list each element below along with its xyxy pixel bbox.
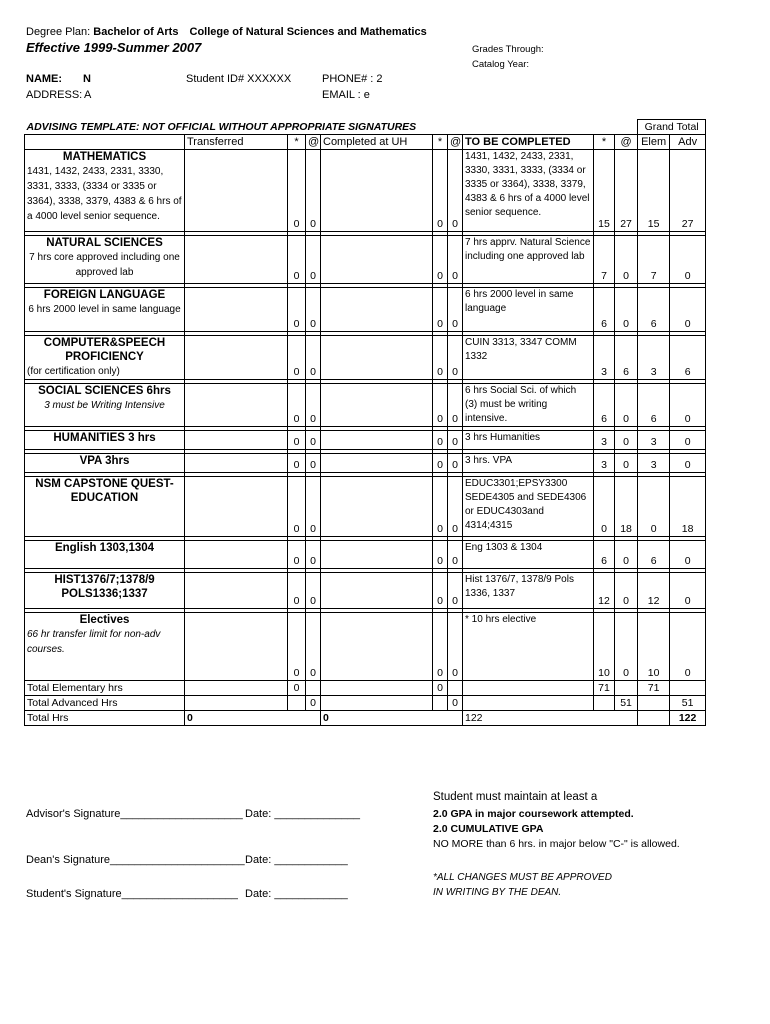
to-be-completed-desc: * 10 hrs elective: [463, 613, 594, 681]
requirement-row: [25, 384, 706, 427]
completed-at: 0: [448, 384, 463, 427]
requirement-category: [25, 336, 185, 380]
grand-adv: 6: [670, 336, 706, 380]
category-description: 6 hrs 2000 level in same language: [28, 304, 181, 315]
requirement-category: [25, 477, 185, 537]
requirement-row: [25, 573, 706, 609]
category-description: 3 must be Writing Intensive: [44, 400, 165, 411]
dean-signature: Dean's Signature______________________: [26, 854, 245, 866]
category-title: English 1303,1304: [54, 542, 155, 554]
grand-adv: 27: [670, 150, 706, 232]
transferred-star: 0: [288, 288, 306, 332]
tbc-star: 10: [594, 613, 615, 681]
to-be-completed-desc: Eng 1303 & 1304: [463, 541, 594, 569]
category-title: VPA 3hrs: [79, 455, 130, 467]
total-hrs-transferred: 0: [185, 711, 321, 726]
total-advanced-row: [25, 696, 706, 711]
catalog-year-label: Catalog Year:: [472, 59, 530, 70]
completed-star: 0: [433, 236, 448, 284]
tbc-at: 0: [615, 384, 638, 427]
to-be-completed-desc: EDUC3301;EPSY3300 SEDE4305 and SEDE4306 or EDUC4303and 4314;4315: [463, 477, 594, 537]
col-at: @: [448, 135, 463, 150]
to-be-completed-desc: Hist 1376/7, 1378/9 Pols 1336, 1337: [463, 573, 594, 609]
requirement-row: [25, 236, 706, 284]
grand-adv: 18: [670, 477, 706, 537]
category-title: HIST1376/7;1378/9 POLS1336;1337: [54, 574, 155, 600]
col-to-be-completed: TO BE COMPLETED: [463, 135, 594, 150]
col-star: *: [594, 135, 615, 150]
student-date: Date: ____________: [245, 888, 348, 900]
grand-elem: 10: [638, 613, 670, 681]
transferred-at: 0: [306, 431, 321, 450]
advising-table: [24, 119, 706, 726]
transferred-at: 0: [306, 477, 321, 537]
grades-through-label: Grades Through:: [472, 44, 544, 55]
tbc-at: 27: [615, 150, 638, 232]
requirement-row: [25, 150, 706, 232]
completed-star: 0: [433, 613, 448, 681]
category-title: Electives: [79, 614, 130, 626]
requirement-category: [25, 288, 185, 332]
email: EMAIL : e: [322, 89, 370, 101]
completed-at: 0: [448, 236, 463, 284]
grand-adv: 0: [670, 541, 706, 569]
tbc-at: 0: [615, 541, 638, 569]
transferred-at: 0: [306, 384, 321, 427]
total-elem-grand: 71: [638, 681, 670, 696]
address-value: A: [84, 89, 92, 101]
category-title: HUMANITIES 3 hrs: [53, 432, 156, 444]
total-hrs-label: Total Hrs: [25, 711, 185, 726]
gpa-cumulative-note: 2.0 CUMULATIVE GPA: [433, 823, 544, 835]
category-description: (for certification only): [27, 366, 120, 377]
completed-at: 0: [448, 477, 463, 537]
college-name: College of Natural Sciences and Mathematics: [189, 26, 427, 38]
transferred-at: 0: [306, 454, 321, 473]
requirement-category: [25, 541, 185, 569]
tbc-at: 6: [615, 336, 638, 380]
tbc-at: 0: [615, 236, 638, 284]
tbc-at: 0: [615, 573, 638, 609]
completed-at: 0: [448, 336, 463, 380]
requirement-row: [25, 336, 706, 380]
to-be-completed-desc: 1431, 1432, 2433, 2331, 3330, 3331, 3333, (3334 or 3335 or 3364), 3338, 3379, 4383 & 6 hrs of a 4000 level senior sequence.: [463, 150, 594, 232]
phone: PHONE# : 2: [322, 73, 383, 85]
table-title: ADVISING TEMPLATE: NOT OFFICIAL WITHOUT APPROPRIATE SIGNATURES: [25, 120, 638, 135]
requirement-row: [25, 613, 706, 681]
category-title: FOREIGN LANGUAGE: [43, 289, 166, 301]
tbc-at: 0: [615, 454, 638, 473]
advisor-date: Date: ______________: [245, 808, 360, 820]
completed-star: 0: [433, 541, 448, 569]
tbc-at: 0: [615, 613, 638, 681]
requirement-row: [25, 541, 706, 569]
completed-at: 0: [448, 454, 463, 473]
category-title: SOCIAL SCIENCES 6hrs: [38, 385, 171, 397]
transferred-at: 0: [306, 541, 321, 569]
category-description: 66 hr transfer limit for non-adv courses.: [27, 629, 161, 655]
category-description: 1431, 1432, 2433, 2331, 3330, 3331, 3333, (3334 or 3335 or 3364), 3338, 3379, 4383 & 6 hrs of a 4000 level senior sequence.: [27, 166, 182, 222]
total-hrs-completed: 0: [321, 711, 463, 726]
total-adv-transferred: 0: [306, 696, 321, 711]
transferred-star: 0: [288, 150, 306, 232]
requirement-row: [25, 454, 706, 473]
grand-adv: 0: [670, 454, 706, 473]
col-star: *: [433, 135, 448, 150]
transferred-star: 0: [288, 573, 306, 609]
transferred-at: 0: [306, 288, 321, 332]
transferred-at: 0: [306, 336, 321, 380]
requirement-row: [25, 431, 706, 450]
tbc-at: 0: [615, 431, 638, 450]
to-be-completed-desc: 3 hrs. VPA: [463, 454, 594, 473]
grand-total-header: Grand Total: [638, 120, 706, 135]
no-more-note: NO MORE than 6 hrs. in major below "C-" is allowed.: [433, 838, 680, 850]
col-at: @: [615, 135, 638, 150]
completed-star: 0: [433, 288, 448, 332]
table-title-row: [25, 120, 706, 135]
total-adv-label: Total Advanced Hrs: [25, 696, 185, 711]
grand-elem: 3: [638, 336, 670, 380]
advisor-signature: Advisor's Signature____________________: [26, 808, 243, 820]
total-elem-tbc: 71: [594, 681, 615, 696]
total-adv-tbc: 51: [615, 696, 638, 711]
requirement-category: [25, 613, 185, 681]
transferred-at: 0: [306, 236, 321, 284]
address-label: ADDRESS:: [26, 89, 83, 101]
tbc-star: 3: [594, 431, 615, 450]
transferred-star: 0: [288, 431, 306, 450]
gpa-major-note: 2.0 GPA in major coursework attempted.: [433, 808, 634, 820]
col-transferred: Transferred: [185, 135, 288, 150]
col-star: *: [288, 135, 306, 150]
tbc-star: 0: [594, 477, 615, 537]
tbc-star: 7: [594, 236, 615, 284]
effective-dates: Effective 1999-Summer 2007: [26, 40, 202, 55]
maintain-note: Student must maintain at least a: [433, 791, 598, 803]
column-header-row: [25, 135, 706, 150]
requirement-category: [25, 573, 185, 609]
completed-star: 0: [433, 573, 448, 609]
total-hours-row: [25, 711, 706, 726]
tbc-star: 3: [594, 454, 615, 473]
grand-elem: 3: [638, 431, 670, 450]
grand-adv: 0: [670, 431, 706, 450]
to-be-completed-desc: 3 hrs Humanities: [463, 431, 594, 450]
total-adv-completed: 0: [448, 696, 463, 711]
col-elem: Elem: [638, 135, 670, 150]
completed-star: 0: [433, 477, 448, 537]
requirement-category: [25, 384, 185, 427]
col-adv: Adv: [670, 135, 706, 150]
category-title: NATURAL SCIENCES: [46, 237, 163, 249]
changes-note-2: IN WRITING BY THE DEAN.: [433, 887, 562, 898]
completed-star: 0: [433, 454, 448, 473]
grand-adv: 0: [670, 288, 706, 332]
completed-star: 0: [433, 150, 448, 232]
requirement-category: [25, 454, 185, 473]
tbc-star: 3: [594, 336, 615, 380]
tbc-at: 0: [615, 288, 638, 332]
grand-elem: 12: [638, 573, 670, 609]
grand-elem: 3: [638, 454, 670, 473]
total-elem-transferred: 0: [288, 681, 306, 696]
grand-adv: 0: [670, 384, 706, 427]
requirement-row: [25, 477, 706, 537]
requirement-category: [25, 150, 185, 232]
tbc-star: 6: [594, 541, 615, 569]
category-title: MATHEMATICS: [62, 151, 147, 163]
category-description: 7 hrs core approved including one approved lab: [29, 252, 180, 278]
grand-elem: 15: [638, 150, 670, 232]
grand-elem: 7: [638, 236, 670, 284]
completed-at: 0: [448, 613, 463, 681]
total-elem-completed: 0: [433, 681, 448, 696]
total-hrs-tbc: 122: [463, 711, 638, 726]
grand-elem: 6: [638, 288, 670, 332]
category-title: NSM CAPSTONE QUEST-EDUCATION: [35, 478, 174, 504]
completed-at: 0: [448, 541, 463, 569]
total-adv-grand: 51: [670, 696, 706, 711]
transferred-star: 0: [288, 336, 306, 380]
transferred-star: 0: [288, 477, 306, 537]
dean-date: Date: ____________: [245, 854, 348, 866]
completed-at: 0: [448, 150, 463, 232]
name-label: NAME:: [26, 73, 63, 85]
completed-star: 0: [433, 336, 448, 380]
grand-elem: 6: [638, 541, 670, 569]
tbc-star: 6: [594, 288, 615, 332]
requirement-category: [25, 431, 185, 450]
changes-note-1: *ALL CHANGES MUST BE APPROVED: [433, 872, 612, 883]
degree-name: Bachelor of Arts: [93, 26, 179, 38]
to-be-completed-desc: 7 hrs apprv. Natural Science including one approved lab: [463, 236, 594, 284]
degree-plan-line: [26, 26, 427, 38]
completed-star: 0: [433, 431, 448, 450]
degree-plan-label: Degree Plan:: [26, 26, 91, 38]
transferred-star: 0: [288, 541, 306, 569]
transferred-at: 0: [306, 573, 321, 609]
completed-at: 0: [448, 573, 463, 609]
completed-at: 0: [448, 288, 463, 332]
tbc-at: 18: [615, 477, 638, 537]
tbc-star: 12: [594, 573, 615, 609]
to-be-completed-desc: 6 hrs Social Sci. of which (3) must be writing intensive.: [463, 384, 594, 427]
total-elementary-row: [25, 681, 706, 696]
name-value: N: [83, 73, 91, 85]
grand-elem: 6: [638, 384, 670, 427]
to-be-completed-desc: CUIN 3313, 3347 COMM 1332: [463, 336, 594, 380]
requirement-row: [25, 288, 706, 332]
tbc-star: 6: [594, 384, 615, 427]
student-signature: Student's Signature___________________: [26, 888, 238, 900]
transferred-at: 0: [306, 613, 321, 681]
col-at: @: [306, 135, 321, 150]
transferred-star: 0: [288, 613, 306, 681]
requirement-category: [25, 236, 185, 284]
category-title: COMPUTER&SPEECH PROFICIENCY: [43, 337, 166, 363]
transferred-at: 0: [306, 150, 321, 232]
grand-adv: 0: [670, 613, 706, 681]
completed-star: 0: [433, 384, 448, 427]
student-id: Student ID# XXXXXX: [186, 73, 292, 85]
tbc-star: 15: [594, 150, 615, 232]
to-be-completed-desc: 6 hrs 2000 level in same language: [463, 288, 594, 332]
total-hrs-grand: 122: [670, 711, 706, 726]
grand-elem: 0: [638, 477, 670, 537]
transferred-star: 0: [288, 236, 306, 284]
completed-at: 0: [448, 431, 463, 450]
grand-adv: 0: [670, 573, 706, 609]
grand-adv: 0: [670, 236, 706, 284]
transferred-star: 0: [288, 384, 306, 427]
total-elem-label: Total Elementary hrs: [25, 681, 185, 696]
transferred-star: 0: [288, 454, 306, 473]
col-completed: Completed at UH: [321, 135, 433, 150]
